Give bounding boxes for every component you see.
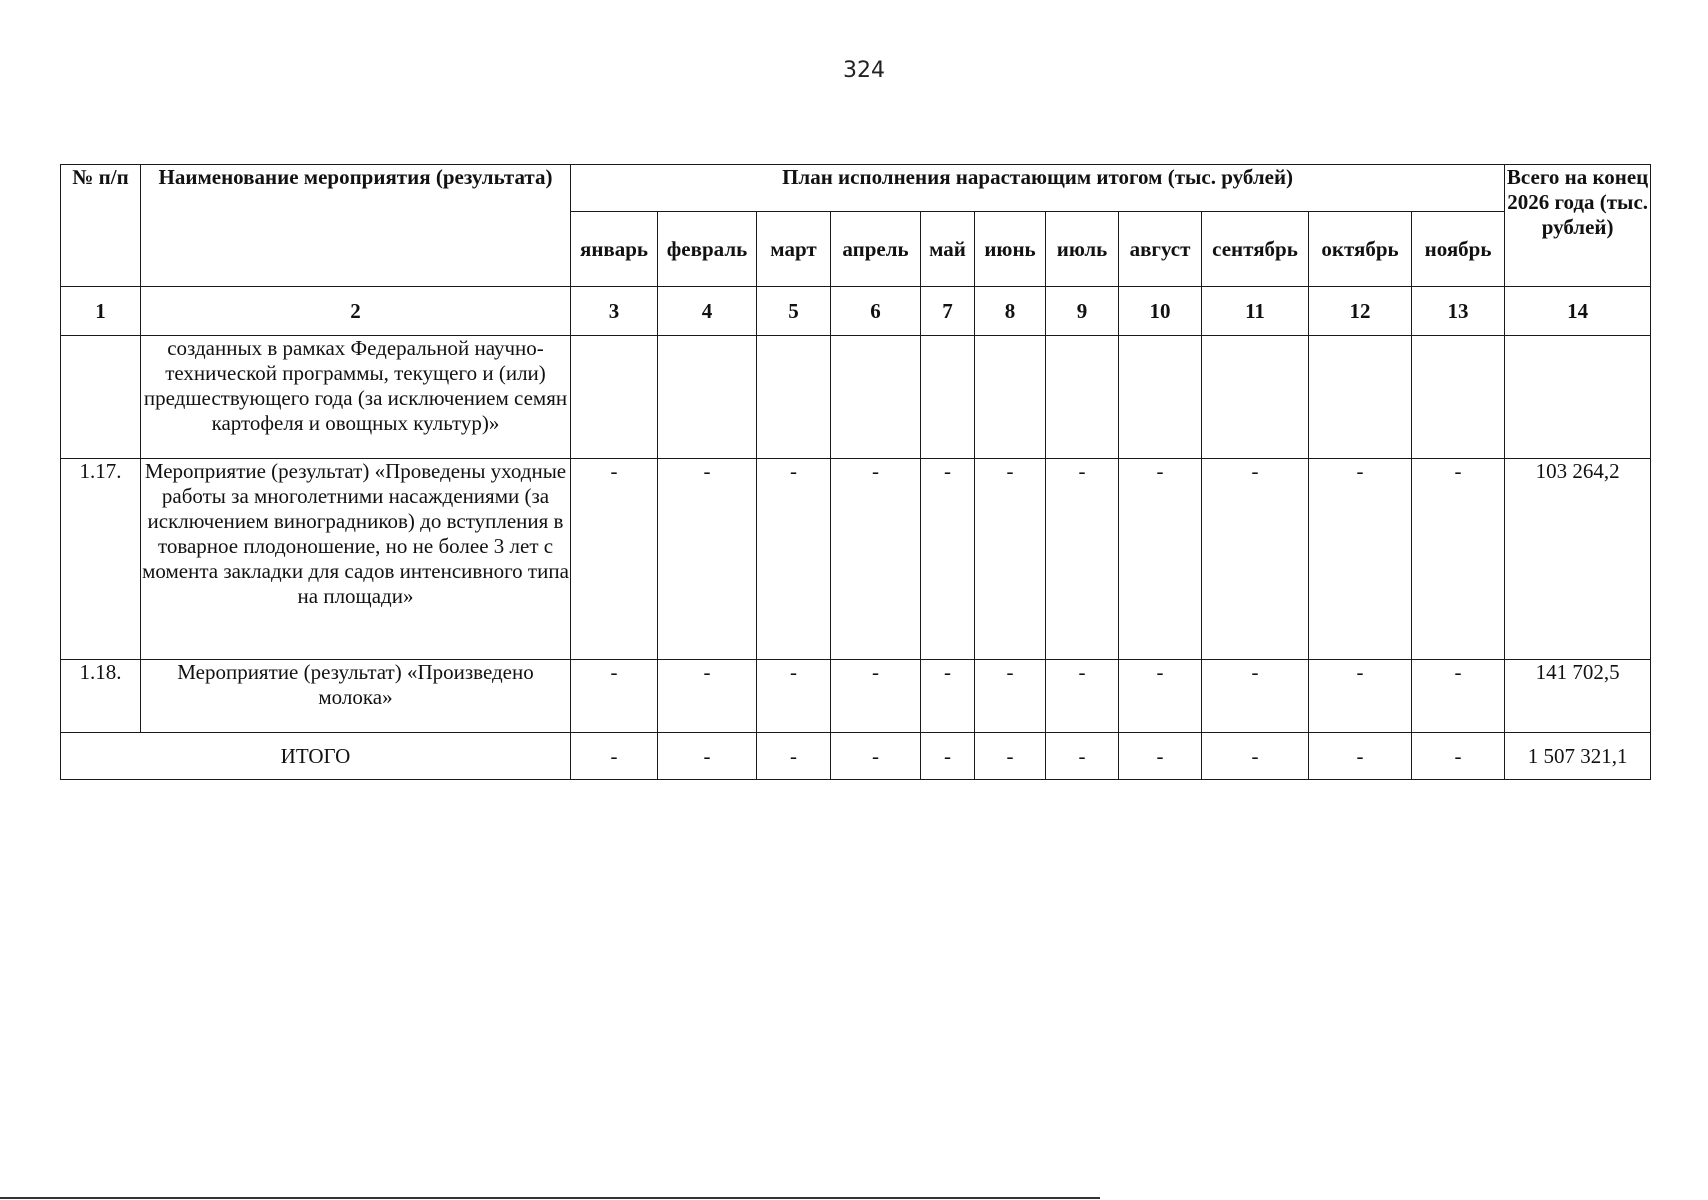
column-number: 4 <box>658 287 757 336</box>
column-number: 10 <box>1119 287 1202 336</box>
header-month: январь <box>571 212 658 287</box>
row-value <box>571 336 658 459</box>
header-month: июль <box>1046 212 1119 287</box>
row-value: - <box>1046 459 1119 660</box>
total-value: - <box>571 733 658 780</box>
row-number: 1.18. <box>61 660 141 733</box>
row-value <box>757 336 831 459</box>
row-value: - <box>1119 660 1202 733</box>
row-value <box>658 336 757 459</box>
row-value: - <box>1046 660 1119 733</box>
header-row-top <box>61 165 1651 212</box>
column-number: 1 <box>61 287 141 336</box>
column-number: 13 <box>1412 287 1505 336</box>
total-label: ИТОГО <box>61 733 571 780</box>
row-value: - <box>921 459 975 660</box>
row-number <box>61 336 141 459</box>
header-no: № п/п <box>61 165 141 287</box>
table-row <box>61 459 1651 660</box>
row-name: созданных в рамках Федеральной научно-технической программы, текущего и (или) предшествующего года (за исключением семян картофеля и овощных культур)» <box>141 336 571 459</box>
row-name: Мероприятие (результат) «Проведены уходные работы за многолетними насаждениями (за исключением виноградников) до вступления в товарное плодоношение, но не более 3 лет с момента закладки для садов интенсивного типа на площади» <box>141 459 571 660</box>
column-number: 2 <box>141 287 571 336</box>
row-value: - <box>571 459 658 660</box>
total-value: - <box>1119 733 1202 780</box>
row-value: - <box>658 660 757 733</box>
row-total: 103 264,2 <box>1505 459 1651 660</box>
header-plan: План исполнения нарастающим итогом (тыс. рублей) <box>571 165 1505 212</box>
row-value: - <box>757 459 831 660</box>
total-value: - <box>658 733 757 780</box>
total-value: - <box>1412 733 1505 780</box>
column-number: 9 <box>1046 287 1119 336</box>
row-value <box>1202 336 1309 459</box>
header-name: Наименование мероприятия (результата) <box>141 165 571 287</box>
total-value: - <box>1202 733 1309 780</box>
row-value <box>975 336 1046 459</box>
row-value <box>1046 336 1119 459</box>
table-row <box>61 336 1651 459</box>
column-number: 8 <box>975 287 1046 336</box>
header-month: февраль <box>658 212 757 287</box>
row-value: - <box>1412 660 1505 733</box>
total-value: - <box>975 733 1046 780</box>
row-total <box>1505 336 1651 459</box>
header-total: Всего на конец 2026 года (тыс. рублей) <box>1505 165 1651 287</box>
row-value: - <box>757 660 831 733</box>
total-value: - <box>1046 733 1119 780</box>
row-value: - <box>921 660 975 733</box>
column-number: 14 <box>1505 287 1651 336</box>
row-value: - <box>831 660 921 733</box>
column-number-row <box>61 287 1651 336</box>
row-value <box>1412 336 1505 459</box>
row-value: - <box>571 660 658 733</box>
page-bottom-rule <box>0 1197 1100 1199</box>
total-row <box>61 733 1651 780</box>
total-value: - <box>831 733 921 780</box>
grand-total: 1 507 321,1 <box>1505 733 1651 780</box>
page-number: 324 <box>843 58 885 83</box>
total-value: - <box>921 733 975 780</box>
row-value <box>831 336 921 459</box>
row-value: - <box>1202 459 1309 660</box>
header-month: апрель <box>831 212 921 287</box>
row-value <box>1119 336 1202 459</box>
column-number: 3 <box>571 287 658 336</box>
row-value: - <box>1412 459 1505 660</box>
header-month: октябрь <box>1309 212 1412 287</box>
row-value <box>921 336 975 459</box>
column-number: 11 <box>1202 287 1309 336</box>
row-value: - <box>831 459 921 660</box>
row-value: - <box>1202 660 1309 733</box>
header-month: март <box>757 212 831 287</box>
row-value: - <box>1119 459 1202 660</box>
plan-table <box>60 164 1651 780</box>
column-number: 6 <box>831 287 921 336</box>
column-number: 7 <box>921 287 975 336</box>
header-month: июнь <box>975 212 1046 287</box>
column-number: 5 <box>757 287 831 336</box>
row-value: - <box>1309 459 1412 660</box>
header-month: май <box>921 212 975 287</box>
row-name: Мероприятие (результат) «Произведено молока» <box>141 660 571 733</box>
row-value: - <box>975 660 1046 733</box>
row-total: 141 702,5 <box>1505 660 1651 733</box>
table-row <box>61 660 1651 733</box>
row-number: 1.17. <box>61 459 141 660</box>
header-month: ноябрь <box>1412 212 1505 287</box>
row-value: - <box>1309 660 1412 733</box>
header-month: август <box>1119 212 1202 287</box>
row-value: - <box>975 459 1046 660</box>
column-number: 12 <box>1309 287 1412 336</box>
row-value <box>1309 336 1412 459</box>
header-month: сентябрь <box>1202 212 1309 287</box>
total-value: - <box>757 733 831 780</box>
row-value: - <box>658 459 757 660</box>
total-value: - <box>1309 733 1412 780</box>
